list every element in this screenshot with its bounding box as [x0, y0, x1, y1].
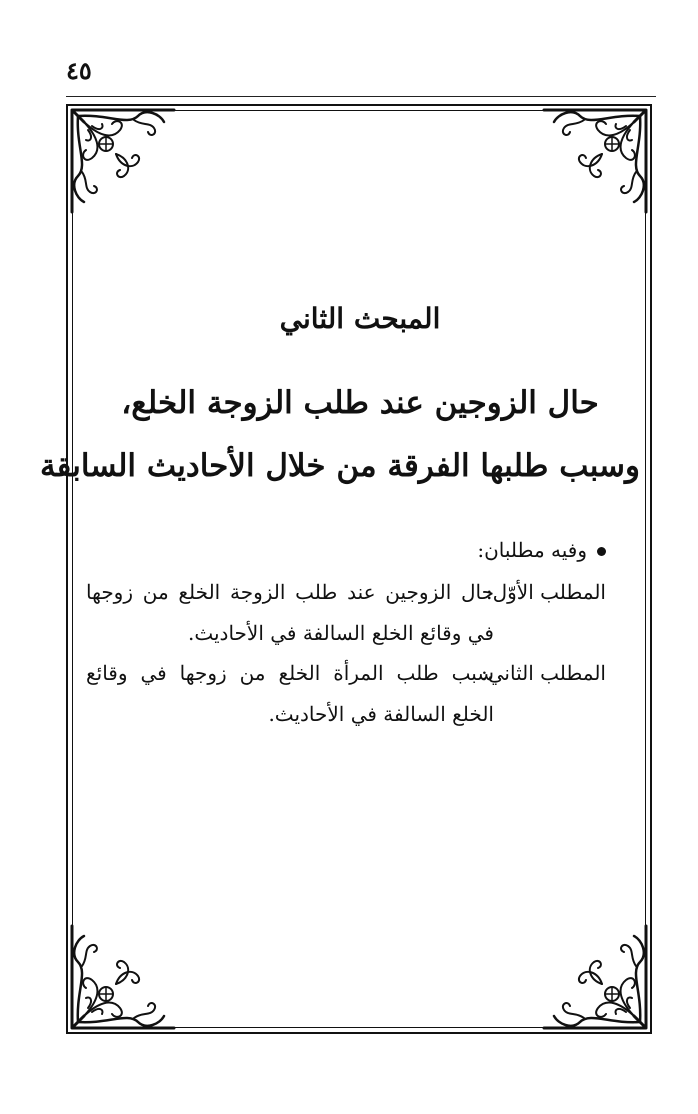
corner-ornament-icon — [540, 106, 650, 216]
corner-ornament-icon — [68, 106, 178, 216]
toc-item-label: المطلب الأوّل: — [485, 580, 606, 604]
toc-item-label: المطلب الثاني: — [481, 661, 606, 685]
toc-item-text: سبب طلب المرأة الخلع من زوجها في وقائع الخلع السالفة في الأحاديث. — [86, 661, 494, 726]
corner-ornament-icon — [540, 922, 650, 1032]
contents-intro — [477, 538, 606, 562]
toc-item-second — [86, 653, 606, 735]
page-number: ٤٥ — [66, 56, 92, 85]
header-rule — [66, 96, 656, 97]
page-frame-inner — [39, 110, 646, 1028]
toc-item-first — [86, 572, 606, 654]
bullet-icon — [597, 547, 606, 556]
contents-intro-text: وفيه مطلبان: — [477, 538, 587, 562]
toc-item-text: حال الزوجين عند طلب الزوجة الخلع من زوجها في وقائع الخلع السالفة في الأحاديث. — [86, 580, 494, 645]
corner-ornament-icon — [68, 922, 178, 1032]
section-title-line-2: وسبب طلبها الفرقة من خلال الأحاديث السابقة — [39, 448, 640, 484]
section-title-line-1: حال الزوجين عند طلب الزوجة الخلع، — [121, 385, 599, 421]
section-heading: المبحث الثاني — [279, 302, 441, 335]
